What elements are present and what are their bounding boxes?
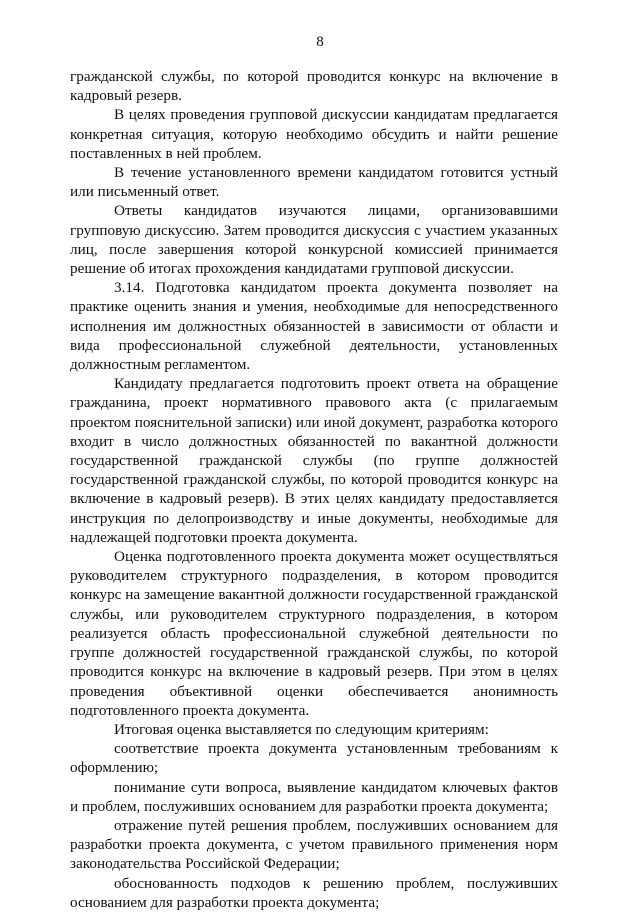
criterion-item: соответствие проекта документа установленным требованиям к оформлению; bbox=[70, 740, 558, 777]
paragraph: Оценка подготовленного проекта документа может осуществляться руководителем структурного подразделения, в котором проводится конкурс на замещение вакантной должности государственной гражданской службы, или руководителем структурного подразделения, в котором реализуется область профессиональной служебной деятельности по группе должностей государственной гражданской службы, по которой проводится конкурс на включение в кадровый резерв. При этом в целях проведения объективной оценки обеспечивается анонимность подготовленного проекта документа. bbox=[70, 548, 558, 719]
criterion-item: отражение путей решения проблем, послуживших основанием для разработки проекта документа, с учетом правильного применения норм законодательства Российской Федерации; bbox=[70, 816, 558, 873]
paragraph: В течение установленного времени кандидатом готовится устный или письменный ответ. bbox=[70, 164, 558, 201]
page-number: 8 bbox=[316, 34, 324, 50]
paragraph: Кандидату предлагается подготовить проект ответа на обращение гражданина, проект нормативного правового акта (с прилагаемым проектом пояснительной записки) или иной документ, разработка которого входит в число должностных обязанностей по вакантной должности государственной гражданской службы (по группе должностей государственной гражданской службы, по которой проводится конкурс на включение в кадровый резерв). В этих целях кандидату предоставляется инструкция по делопроизводству и иные документы, необходимые для надлежащей подготовки проекта документа. bbox=[70, 375, 558, 546]
paragraph: В целях проведения групповой дискуссии кандидатам предлагается конкретная ситуация, которую необходимо обсудить и найти решение поставленных в ней проблем. bbox=[70, 106, 558, 162]
criterion-item: обоснованность подходов к решению проблем, послуживших основанием для разработки проекта документа; bbox=[70, 874, 558, 911]
criterion-item: понимание сути вопроса, выявление кандидатом ключевых фактов и проблем, послуживших основанием для разработки проекта документа; bbox=[70, 778, 558, 815]
paragraph: Ответы кандидатов изучаются лицами, организовавшими групповую дискуссию. Затем проводится дискуссия с участием указанных лиц, после завершения которой конкурсной комиссией принимается решение об итогах прохождения кандидатами групповой дискуссии. bbox=[70, 202, 558, 278]
paragraph: Итоговая оценка выставляется по следующим критериям: bbox=[114, 720, 489, 738]
paragraph: 3.14. Подготовка кандидатом проекта документа позволяет на практике оценить знания и умения, необходимые для непосредственного исполнения им должностных обязанностей в зависимости от области и вида профессиональной служебной деятельности, установленных должностным регламентом. bbox=[70, 279, 558, 374]
paragraph: гражданской службы, по которой проводится конкурс на включение в кадровый резерв. bbox=[70, 68, 558, 105]
document-body bbox=[70, 67, 558, 912]
